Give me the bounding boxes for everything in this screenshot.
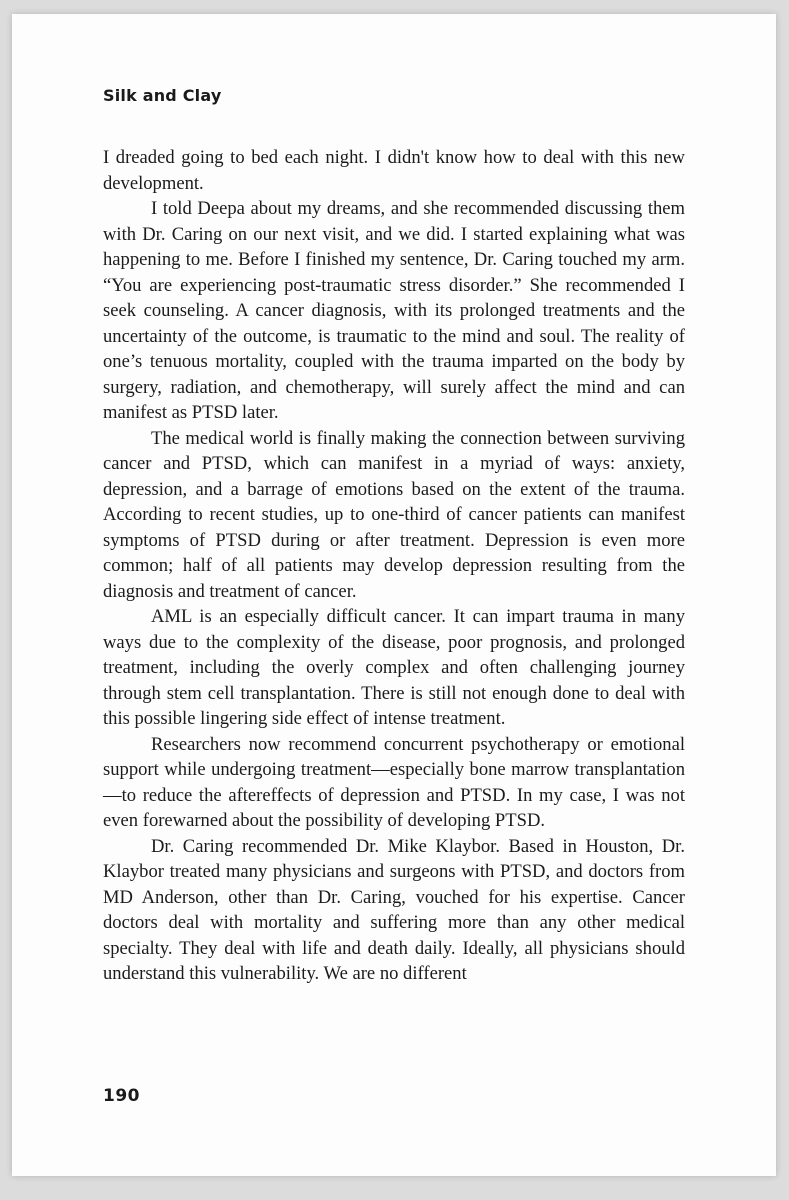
running-head: Silk and Clay: [103, 86, 222, 105]
paragraph-4: AML is an especially difficult cancer. It can impart trauma in many ways due to the complexity of the disease, poor prognosis, and prolonged treatment, including the overly complex and often challenging journey through stem cell transplantation. There is still not enough done to deal with this possible lingering side effect of intense treatment.: [103, 606, 685, 729]
page-number: 190: [103, 1086, 140, 1106]
paragraph-3: The medical world is finally making the connection between surviving cancer and PTSD, which can manifest in a myriad of ways: anxiety, depression, and a barrage of emotions based on the extent of the trauma. According to recent studies, up to one-third of cancer patients can manifest symptoms of PTSD during or after treatment. Depression is even more common; half of all patients may develop depression resulting from the diagnosis and treatment of cancer.: [103, 427, 685, 602]
body-text: [103, 145, 685, 987]
book-page: [12, 14, 776, 1176]
paragraph-1: I dreaded going to bed each night. I didn't know how to deal with this new development.: [103, 147, 685, 194]
paragraph-5: Researchers now recommend concurrent psychotherapy or emotional support while undergoing treatment—especially bone marrow transplantation—to reduce the aftereffects of depression and PTSD. In my case, I was not even forewarned about the possibility of developing PTSD.: [103, 733, 685, 831]
paragraph-2: I told Deepa about my dreams, and she recommended discussing them with Dr. Caring on our next visit, and we did. I started explaining what was happening to me. Before I finished my sentence, Dr. Caring touched my arm. “You are experiencing post-traumatic stress disorder.” She recommended I seek counseling. A cancer diagnosis, with its prolonged treatments and the uncertainty of the outcome, is traumatic to the mind and soul. The reality of one’s tenuous mortality, coupled with the trauma imparted on the body by surgery, radiation, and chemotherapy, will surely affect the mind and can manifest as PTSD later.: [103, 198, 685, 423]
paragraph-6: Dr. Caring recommended Dr. Mike Klaybor. Based in Houston, Dr. Klaybor treated many physicians and surgeons with PTSD, and doctors from MD Anderson, other than Dr. Caring, vouched for his expertise. Cancer doctors deal with mortality and suffering more than any other medical specialty. They deal with life and death daily. Ideally, all physicians should understand this vulnerability. We are no different: [103, 835, 685, 984]
